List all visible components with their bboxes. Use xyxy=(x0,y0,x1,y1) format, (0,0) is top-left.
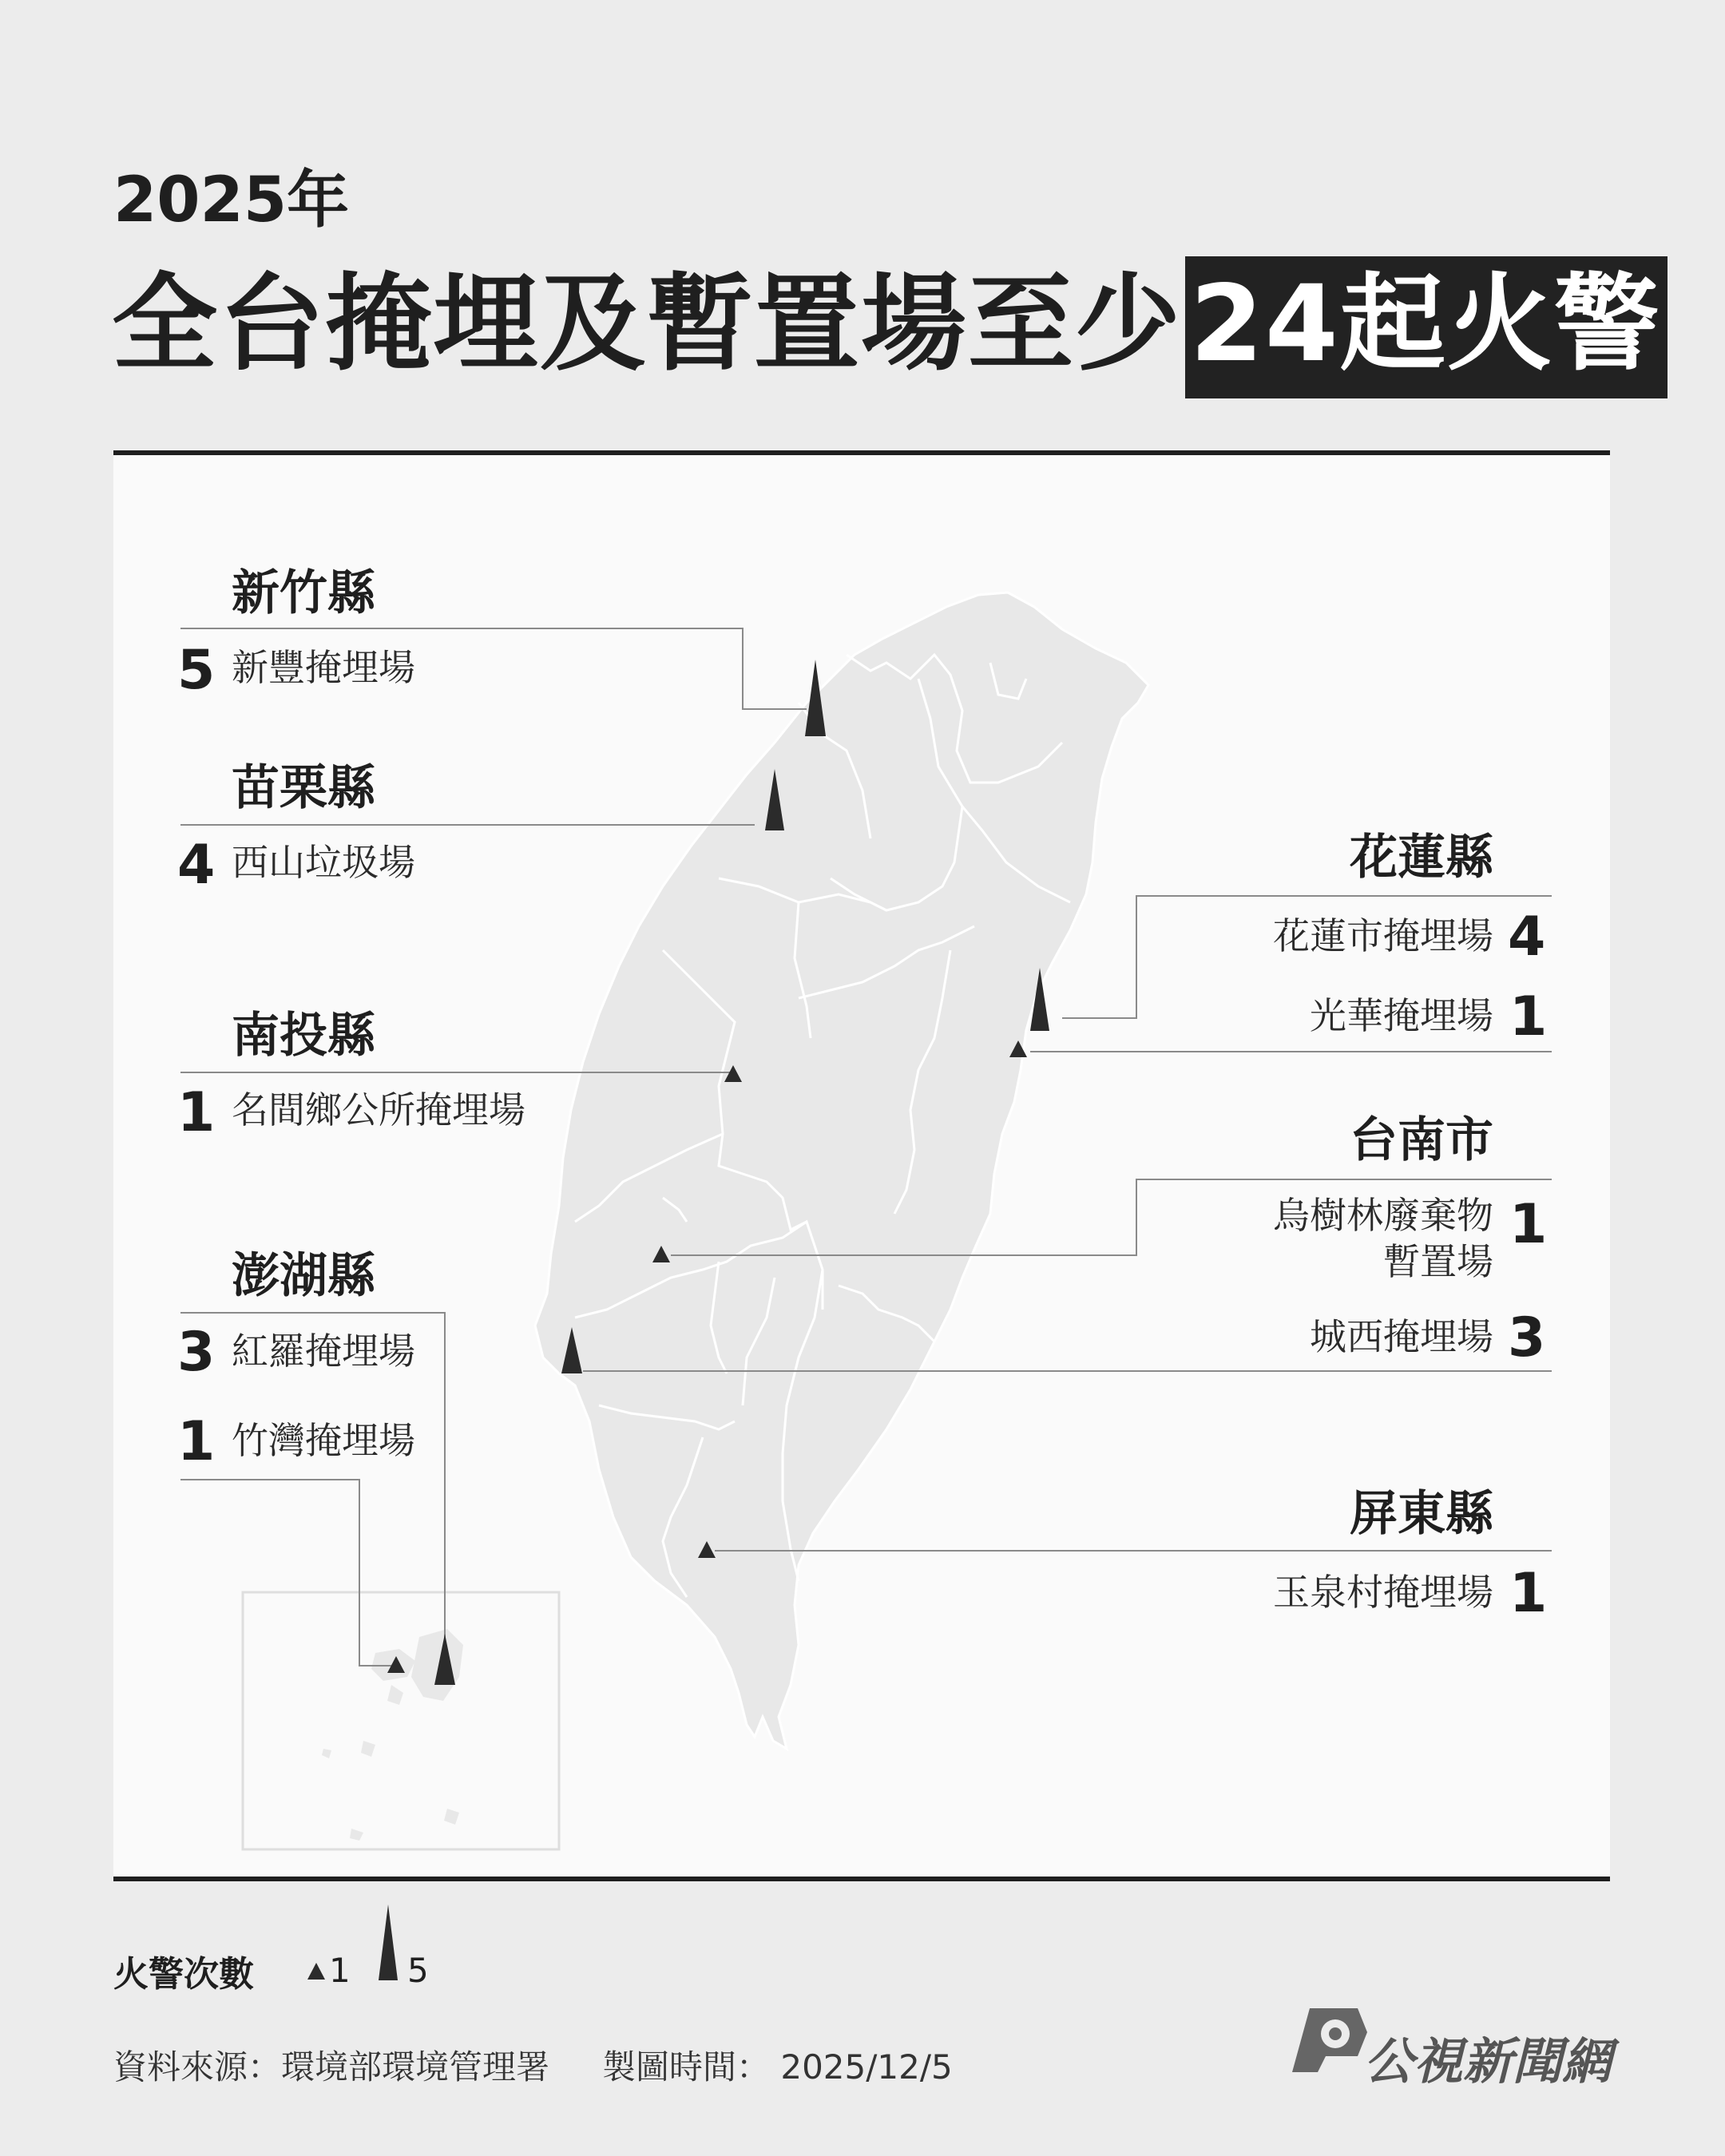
date-text: 製圖時間： 2025/12/5 xyxy=(602,2047,953,2087)
county-penghu: 澎湖縣 xyxy=(232,1248,375,1304)
county-pingtung: 屏東縣 xyxy=(1350,1486,1493,1542)
source-text: 資料來源：環境部環境管理署 xyxy=(113,2047,550,2087)
site-guanghua: 光華掩埋場 xyxy=(1310,994,1493,1037)
footer-source xyxy=(113,2041,953,2089)
county-tainan: 台南市 xyxy=(1350,1112,1493,1168)
site-xishan: 西山垃圾場 xyxy=(232,841,415,884)
site-mingjian: 名間鄉公所掩埋場 xyxy=(232,1088,525,1132)
legend-marker-small xyxy=(307,1963,325,1980)
penghu-inset-box xyxy=(243,1592,559,1849)
county-hsinchu: 新竹縣 xyxy=(232,565,375,621)
title-highlight: 24起火警 xyxy=(1185,256,1668,398)
count-chengxi: 3 xyxy=(1508,1306,1546,1369)
site-xinfeng: 新豐掩埋場 xyxy=(232,646,415,689)
site-hongluo: 紅羅掩埋場 xyxy=(232,1330,415,1373)
legend-small-value: 1 xyxy=(329,1951,351,1990)
site-hualien-city: 花蓮市掩埋場 xyxy=(1273,914,1493,957)
title-year: 2025年 xyxy=(113,164,350,236)
site-chengxi: 城西掩埋場 xyxy=(1310,1315,1493,1358)
site-wushulin-line1: 烏樹林廢棄物 xyxy=(1273,1194,1493,1237)
legend-large-value: 5 xyxy=(407,1951,429,1990)
title-prefix: 全台掩埋及暫置場至少 xyxy=(112,263,1182,386)
pts-logo-icon xyxy=(1292,2008,1367,2072)
count-xishan: 4 xyxy=(177,834,216,897)
count-hongluo: 3 xyxy=(177,1321,216,1384)
site-yuquan: 玉泉村掩埋場 xyxy=(1273,1571,1493,1614)
site-wushulin xyxy=(1273,1193,1493,1285)
pts-logo-text: 公視新聞網 xyxy=(1364,2032,1612,2091)
site-zhuwan: 竹灣掩埋場 xyxy=(232,1419,415,1462)
count-wushulin: 1 xyxy=(1509,1193,1548,1256)
county-nantou: 南投縣 xyxy=(232,1008,375,1064)
count-xinfeng: 5 xyxy=(177,639,216,702)
count-guanghua: 1 xyxy=(1509,985,1548,1048)
count-hualien-city: 4 xyxy=(1508,906,1546,969)
count-mingjian: 1 xyxy=(177,1081,216,1144)
count-zhuwan: 1 xyxy=(177,1410,216,1473)
legend-marker-large xyxy=(379,1904,398,1980)
county-miaoli: 苗栗縣 xyxy=(232,760,375,816)
count-yuquan: 1 xyxy=(1509,1562,1548,1625)
county-hualien: 花蓮縣 xyxy=(1350,830,1493,886)
taiwan-island-shape xyxy=(535,593,1148,1749)
site-wushulin-line2: 暫置場 xyxy=(1383,1239,1493,1283)
legend-label: 火警次數 xyxy=(113,1954,254,1995)
